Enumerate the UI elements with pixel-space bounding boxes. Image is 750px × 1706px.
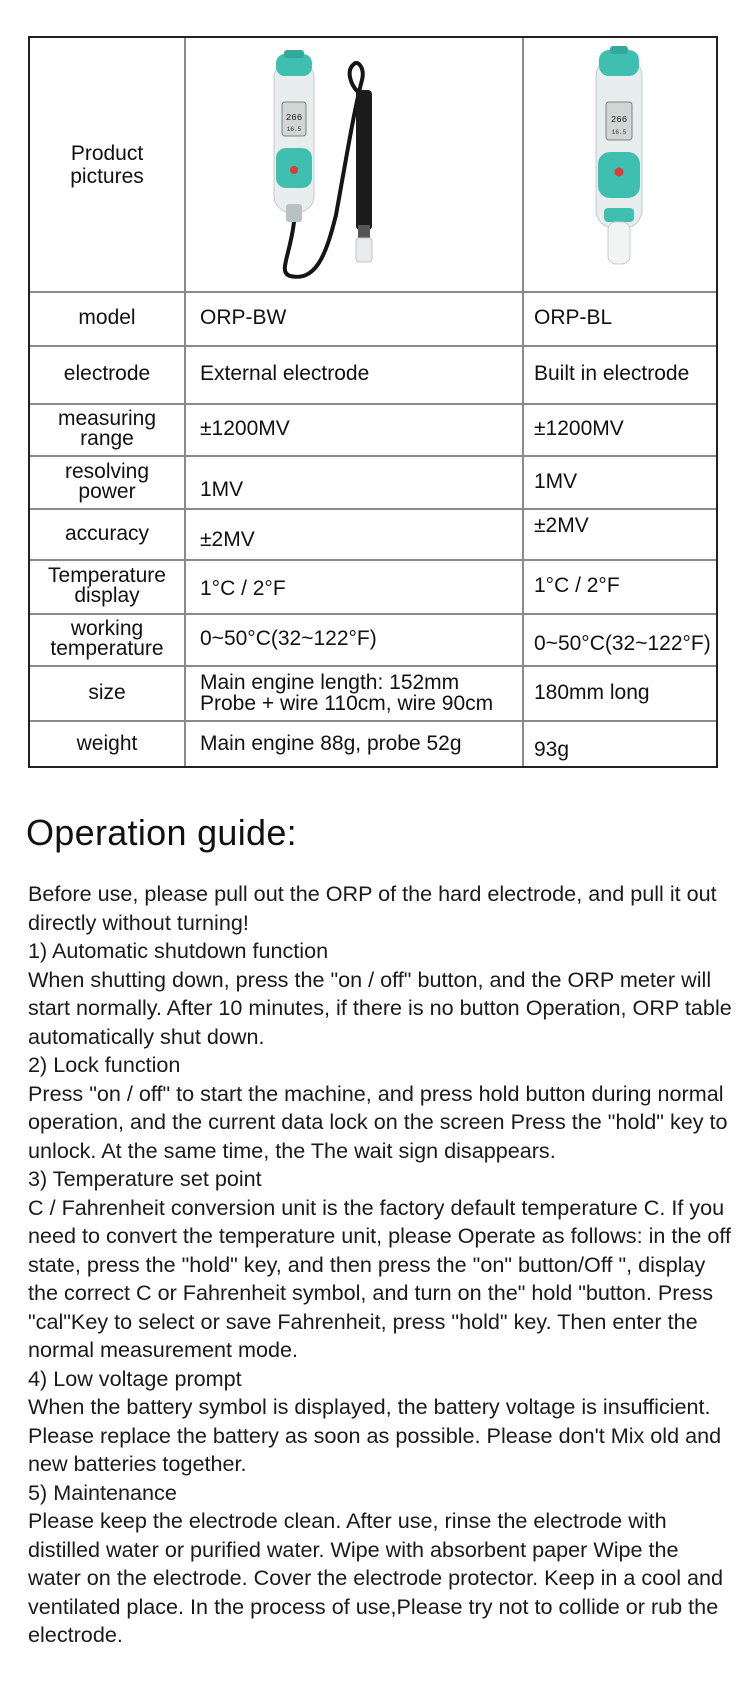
value-electrode-bw: External electrode [200,362,370,385]
display-top-reading: 266 [610,115,628,125]
product-image-orp-bw [186,40,522,291]
operation-guide-body [28,880,733,1650]
guide-section-text: When the battery symbol is displayed, the battery voltage is insufficient. Please replace the battery as soon as possible. Please don't Mix old and new batteries together. [28,1394,722,1476]
row-label-resolving-power: resolving power [64,459,150,503]
value-size-bl: 180mm long [534,680,650,704]
spec-table [28,36,718,768]
power-button-icon [290,166,298,174]
row-label-model: model [78,306,136,329]
value-resolution-bl: 1MV [534,469,578,493]
guide-section-heading: 4) Low voltage prompt [28,1365,242,1391]
value-model-bw: ORP-BW [200,306,287,329]
value-resolution-bw: 1MV [200,477,244,501]
value-accuracy-bw: ±2MV [200,527,255,551]
guide-section-text: C / Fahrenheit conversion unit is the factory default temperature C. If you need to convert the temperature unit, please Operate as follows: in the off state, press the "hold" key, and then press the "on" button/Off ", display the correct C or Fahrenheit symbol, and turn on the" hold "button. Press "cal"Key to select or save Fahrenheit, press "hold" key. Then enter the normal measurement mode. [28,1194,732,1362]
power-button-icon [615,168,624,177]
meter-external-electrode-illustration [186,40,522,291]
display-bottom-reading: 16.5 [286,126,302,133]
value-work-temp-bl: 0~50°C(32~122°F) [534,632,711,655]
product-pictures-label: Product pictures [70,141,144,188]
value-temp-display-bl: 1°C / 2°F [534,574,620,597]
guide-intro: Before use, please pull out the ORP of the hard electrode, and pull it out directly without turning! [28,881,717,935]
row-label-temperature-display: Temperature display [48,564,166,607]
value-weight-bw: Main engine 88g, probe 52g [200,732,462,755]
guide-section-text: Press "on / off" to start the machine, and press hold button during normal operation, and the current data lock on the screen Press the "hold" key to unlock. At the same time, the The wait sign disappears. [28,1080,728,1163]
value-weight-bl: 93g [534,738,570,761]
row-label-electrode: electrode [63,362,151,385]
guide-section-heading: 5) Maintenance [28,1479,177,1505]
guide-section-heading: 3) Temperature set point [28,1166,262,1191]
guide-section-text: When shutting down, press the "on / off" button, and the ORP meter will start normally. After 10 minutes, if there is no button Operation, ORP table automatically shut down. [28,966,732,1049]
guide-section-heading: 2) Lock function [28,1052,181,1077]
row-label-accuracy: accuracy [64,521,150,545]
value-accuracy-bl: ±2MV [534,513,589,537]
value-range-bl: ±1200MV [534,417,624,440]
row-label-measuring-range: measuring range [57,407,157,450]
display-bottom-reading: 16.5 [611,129,627,136]
operation-guide-title: Operation guide: [26,812,297,853]
value-electrode-bl: Built in electrode [534,362,690,385]
row-label-size: size [88,680,126,704]
guide-section-heading: 1) Automatic shutdown function [28,938,329,963]
guide-section-text: Please keep the electrode clean. After use, rinse the electrode with distilled water or purified water. Wipe with absorbent paper Wipe the water on the electrode. Cover the electrode protector. Keep in a cool and ventilated place. In the process of use,Please try not to collide or rub the electrode. [28,1508,724,1647]
value-work-temp-bw: 0~50°C(32~122°F) [200,627,377,650]
row-label-working-temperature: working temperature [50,617,164,660]
value-size-bw: Main engine length: 152mm Probe + wire 110cm, wire 90cm [200,670,494,715]
display-top-reading: 266 [285,113,303,123]
meter-built-in-electrode-illustration [524,40,716,291]
row-label-weight: weight [76,732,138,755]
value-model-bl: ORP-BL [534,306,613,329]
product-image-orp-bl [524,40,716,291]
value-range-bw: ±1200MV [200,417,290,440]
value-temp-display-bw: 1°C / 2°F [200,577,286,600]
